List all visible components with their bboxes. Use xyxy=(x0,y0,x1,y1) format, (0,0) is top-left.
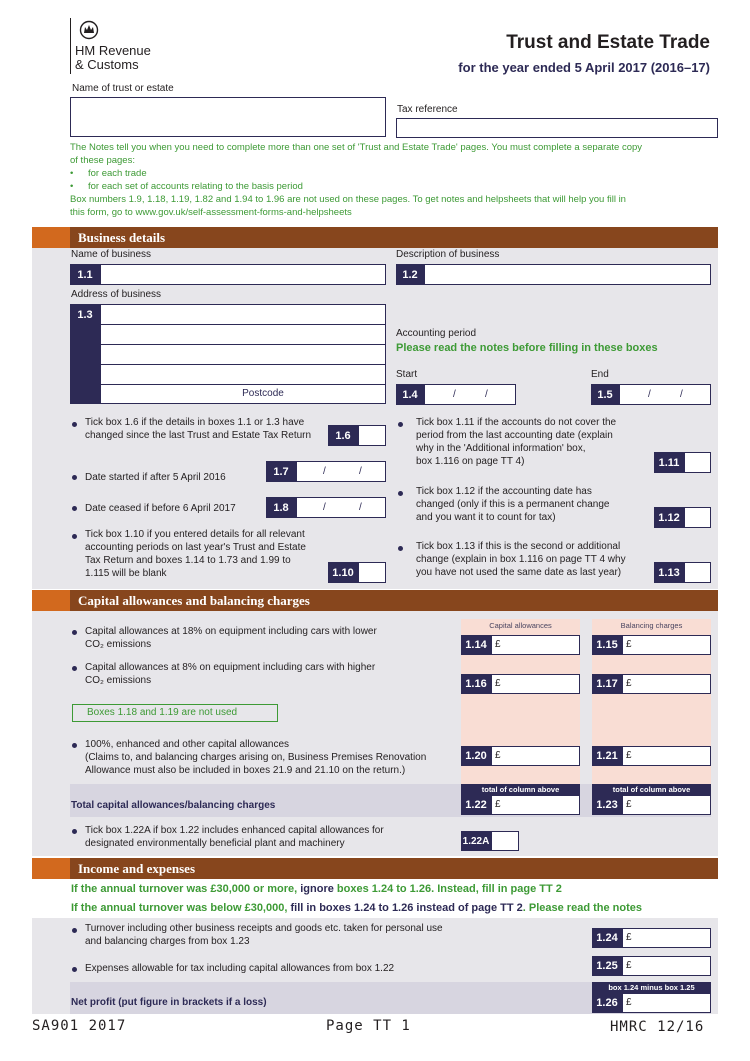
box-label: 1.11 xyxy=(654,452,684,473)
tax-reference-label: Tax reference xyxy=(397,104,458,115)
bullet xyxy=(72,829,77,834)
box-1-24-field[interactable] xyxy=(622,928,711,948)
notes-line2: of these pages: xyxy=(70,155,135,166)
page-title: Trust and Estate Trade xyxy=(506,32,710,53)
end-label: End xyxy=(591,369,609,380)
income-expenses-heading: Income and expenses xyxy=(70,858,718,879)
turnover-text: Turnover including other business receipts and goods etc. taken for personal use and balancing charges from box 1.23 xyxy=(85,923,443,947)
net-profit-label: Net profit (put figure in brackets if a loss) xyxy=(71,997,267,1008)
notes-block xyxy=(70,141,730,219)
business-address-label: Address of business xyxy=(71,289,162,300)
box-label: 1.12 xyxy=(654,507,684,528)
bullet xyxy=(72,630,77,635)
date-separator: / xyxy=(359,466,362,477)
date-ceased-label: Date ceased if before 6 April 2017 xyxy=(85,503,236,514)
box-1-16-field[interactable] xyxy=(491,674,580,694)
tick-box-1-6[interactable] xyxy=(358,425,386,446)
pound-sign: £ xyxy=(626,960,632,971)
bullet xyxy=(72,475,77,480)
box-1-23-field[interactable] xyxy=(622,795,711,815)
notes-bullet2: • for each set of accounts relating to the basis period xyxy=(70,181,303,192)
tick-box-1-12[interactable] xyxy=(684,507,711,528)
capital-8-text: Capital allowances at 8% on equipment including cars with higher CO₂ emissions xyxy=(85,662,376,686)
capital-allowances-heading: Capital allowances and balancing charges xyxy=(70,590,718,611)
tick-1-22a-text: Tick box 1.22A if box 1.22 includes enhanced capital allowances for designated environmentally beneficial plant and machinery xyxy=(85,825,384,849)
total-capital-label: Total capital allowances/balancing charges xyxy=(71,800,276,811)
box-label: 1.22A xyxy=(461,831,491,851)
bullet xyxy=(398,546,403,551)
period-start-date-field[interactable] xyxy=(424,384,516,405)
accounting-period-label: Accounting period xyxy=(396,328,477,339)
section-marker xyxy=(32,227,70,248)
box-label: 1.16 xyxy=(461,674,491,694)
total-header-capital: total of column above xyxy=(461,784,580,795)
business-description-field[interactable] xyxy=(424,264,711,285)
pound-sign: £ xyxy=(626,750,632,761)
box-label: 1.1 xyxy=(70,264,100,285)
box-1-14-field[interactable] xyxy=(491,635,580,655)
logo-line1: HM Revenue xyxy=(75,43,151,58)
bullet xyxy=(72,967,77,972)
box-label: 1.23 xyxy=(592,795,622,815)
column-header-balancing-charges: Balancing charges xyxy=(620,621,683,630)
box-1-17-field[interactable] xyxy=(622,674,711,694)
box-1-22-field[interactable] xyxy=(491,795,580,815)
box-label: 1.22 xyxy=(461,795,491,815)
pound-sign: £ xyxy=(495,799,501,810)
bullet xyxy=(398,491,403,496)
box-1-21-field[interactable] xyxy=(622,746,711,766)
date-separator: / xyxy=(485,389,488,400)
income-guidance-2: If the annual turnover was below £30,000, fill in boxes 1.24 to 1.26 instead of page TT 2. Please read the notes xyxy=(71,902,642,914)
bullet xyxy=(72,928,77,933)
tick-box-1-10[interactable] xyxy=(358,562,386,583)
box-1-25-field[interactable] xyxy=(622,956,711,976)
box-label: 1.15 xyxy=(592,635,622,655)
bullet xyxy=(72,666,77,671)
section-marker xyxy=(32,858,70,879)
trust-name-label: Name of trust or estate xyxy=(72,83,174,94)
form-version: HMRC 12/16 xyxy=(610,1019,705,1035)
bullet xyxy=(72,422,77,427)
business-name-field[interactable] xyxy=(100,264,386,285)
business-name-label: Name of business xyxy=(71,249,152,260)
accounting-period-note: Please read the notes before filling in these boxes xyxy=(396,342,658,354)
box-label: 1.21 xyxy=(592,746,622,766)
address-line[interactable] xyxy=(101,325,385,345)
pound-sign: £ xyxy=(626,678,632,689)
business-address-field[interactable] xyxy=(100,304,386,404)
box-1-26-field[interactable] xyxy=(622,993,711,1013)
box-label: 1.24 xyxy=(592,928,622,948)
period-end-date-field[interactable] xyxy=(619,384,711,405)
date-separator: / xyxy=(648,389,651,400)
hmrc-logo xyxy=(70,18,180,76)
date-separator: / xyxy=(453,389,456,400)
tick-1-6-text: Tick box 1.6 if the details in boxes 1.1 or 1.3 have changed since the last Trust and Estate Tax Return xyxy=(85,417,312,441)
date-separator: / xyxy=(359,502,362,513)
box-label: 1.8 xyxy=(266,497,296,518)
tick-1-12-text: Tick box 1.12 if the accounting date has changed (only if this is a permanent change and you want it to count for tax) xyxy=(416,486,610,523)
tick-1-11-text: Tick box 1.11 if the accounts do not cover the period from the last accounting date (explain why in the 'Additional information' box, box 1.116 on page TT 4) xyxy=(416,417,617,467)
column-header-capital-allowances: Capital allowances xyxy=(489,621,552,630)
tick-box-1-11[interactable] xyxy=(684,452,711,473)
notes-bullet1: • for each trade xyxy=(70,168,147,179)
page-subtitle: for the year ended 5 April 2017 (2016–17) xyxy=(458,60,710,75)
box-label: 1.7 xyxy=(266,461,296,482)
page-number: Page TT 1 xyxy=(326,1018,411,1034)
tick-1-13-text: Tick box 1.13 if this is the second or additional change (explain in box 1.116 on page TT 4 why you have not used the same date as last year) xyxy=(416,541,626,578)
tax-reference-field[interactable] xyxy=(396,118,718,138)
bullet xyxy=(72,743,77,748)
box-label: 1.17 xyxy=(592,674,622,694)
box-label: 1.25 xyxy=(592,956,622,976)
net-profit-header: box 1.24 minus box 1.25 xyxy=(592,982,711,993)
box-label: 1.6 xyxy=(328,425,358,446)
bullet xyxy=(72,506,77,511)
section-marker xyxy=(32,590,70,611)
pound-sign: £ xyxy=(495,750,501,761)
address-line[interactable] xyxy=(101,305,385,325)
box-label: 1.26 xyxy=(592,993,622,1013)
bullet xyxy=(398,422,403,427)
pound-sign: £ xyxy=(626,932,632,943)
business-description-label: Description of business xyxy=(396,249,500,260)
box-label: 1.14 xyxy=(461,635,491,655)
logo-rule xyxy=(70,18,71,74)
capital-18-text: Capital allowances at 18% on equipment including cars with lower CO₂ emissions xyxy=(85,626,377,650)
date-ceased-field[interactable] xyxy=(296,497,386,518)
date-separator: / xyxy=(323,502,326,513)
total-header-balancing: total of column above xyxy=(592,784,711,795)
box-1-20-field[interactable] xyxy=(491,746,580,766)
pound-sign: £ xyxy=(495,639,501,650)
boxes-not-used-note: Boxes 1.18 and 1.19 are not used xyxy=(72,704,278,722)
notes-line1: The Notes tell you when you need to complete more than one set of 'Trust and Estate Trade' pages. You must complete a separate copy xyxy=(70,142,643,153)
date-started-field[interactable] xyxy=(296,461,386,482)
notes-line3: Box numbers 1.9, 1.18, 1.19, 1.82 and 1.94 to 1.96 are not used on these pages. To get notes and helpsheets that will help you fill in xyxy=(70,194,626,205)
date-separator: / xyxy=(680,389,683,400)
capital-100-text: 100%, enhanced and other capital allowances (Claims to, and balancing charges arising on, Business Premises Renovation Allowance must also be included in boxes 21.9 and 21.10 on the return.) xyxy=(85,739,427,776)
trust-name-field[interactable] xyxy=(70,97,386,137)
address-line[interactable] xyxy=(101,345,385,365)
income-guidance-1: If the annual turnover was £30,000 or more, ignore boxes 1.24 to 1.26. Instead, fill in page TT 2 xyxy=(71,883,562,895)
pound-sign: £ xyxy=(495,678,501,689)
date-separator: / xyxy=(323,466,326,477)
tick-1-10-text: Tick box 1.10 if you entered details for all relevant accounting periods on last year's Trust and Estate Tax Return and boxes 1.14 to 1.73 and 1.99 to 1.115 will be blank xyxy=(85,529,306,579)
box-label: 1.13 xyxy=(654,562,684,583)
box-label: 1.3 xyxy=(77,309,93,321)
box-label: 1.10 xyxy=(328,562,358,583)
pound-sign: £ xyxy=(626,639,632,650)
expenses-text: Expenses allowable for tax including capital allowances from box 1.22 xyxy=(85,963,395,974)
logo-line2: & Customs xyxy=(75,57,139,72)
box-label: 1.5 xyxy=(591,384,619,405)
start-label: Start xyxy=(396,369,418,380)
box-label: 1.2 xyxy=(396,264,424,285)
pound-sign: £ xyxy=(626,997,632,1008)
box-label: 1.4 xyxy=(396,384,424,405)
address-line[interactable] xyxy=(101,365,385,385)
tick-box-1-13[interactable] xyxy=(684,562,711,583)
box-1-15-field[interactable] xyxy=(622,635,711,655)
postcode-label: Postcode xyxy=(242,388,284,399)
notes-line4: this form, go to www.gov.uk/self-assessment-forms-and-helpsheets xyxy=(70,207,352,218)
tick-box-1-22a[interactable] xyxy=(491,831,519,851)
business-details-heading: Business details xyxy=(70,227,718,248)
address-box-number-column xyxy=(70,304,100,404)
form-code: SA901 2017 xyxy=(32,1018,127,1034)
box-label: 1.20 xyxy=(461,746,491,766)
crown-icon xyxy=(78,20,100,40)
date-started-label: Date started if after 5 April 2016 xyxy=(85,472,226,483)
bullet xyxy=(72,534,77,539)
pound-sign: £ xyxy=(626,799,632,810)
